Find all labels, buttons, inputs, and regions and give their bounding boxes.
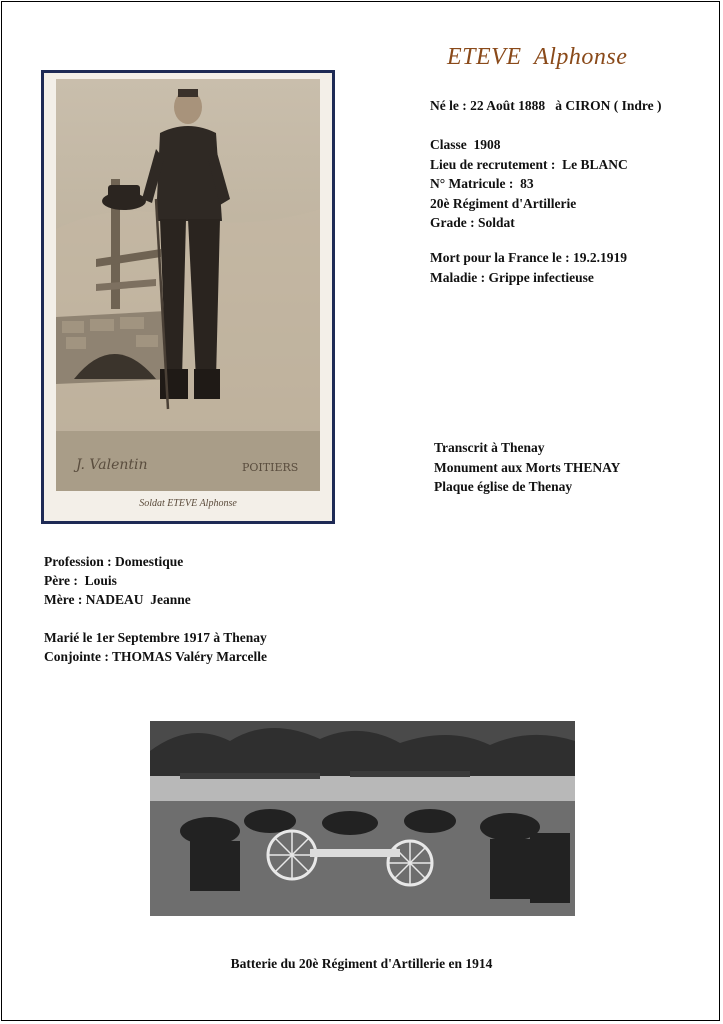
soldier-portrait-photo [56,79,320,491]
grade-line: Grade : Soldat [430,215,515,230]
class-line: Classe 1908 [430,137,501,152]
battery-photo [150,721,575,916]
recruitment-line: Lieu de recrutement : Le BLANC [430,156,628,172]
death-date-line: Mort pour la France le : 19.2.1919 [430,250,627,265]
marriage-line: Marié le 1er Septembre 1917 à Thenay [44,630,267,645]
plaque-line: Plaque église de Thenay [434,479,573,494]
transcript-line: Transcrit à Thenay [434,440,545,455]
matricule-line: N° Matricule : 83 [430,176,534,191]
death-info [430,248,627,287]
spouse-line: Conjointe : THOMAS Valéry Marcelle [44,649,267,664]
military-info [430,135,628,233]
page-title: ETEVE Alphonse [447,44,628,70]
birth-line: Né le : 22 Août 1888 à CIRON ( Indre ) [430,98,662,113]
battery-caption: Batterie du 20è Régiment d'Artillerie en 1914 [230,956,493,971]
father-line: Père : Louis [44,573,117,588]
regiment-line: 20è Régiment d'Artillerie [430,195,577,211]
mother-line: Mère : NADEAU Jeanne [44,592,191,607]
profession-line: Profession : Domestique [44,554,184,569]
monument-line: Monument aux Morts THENAY [434,459,621,475]
portrait-photo-frame [41,70,335,524]
portrait-caption: Soldat ETEVE Alphonse [139,498,237,509]
studio-city: POITIERS [242,461,299,474]
illness-line: Maladie : Grippe infectieuse [430,269,594,285]
studio-signature: J. Valentin [76,457,148,473]
transcript-info [434,438,620,497]
birth-info [430,96,662,116]
family-info [44,552,267,666]
